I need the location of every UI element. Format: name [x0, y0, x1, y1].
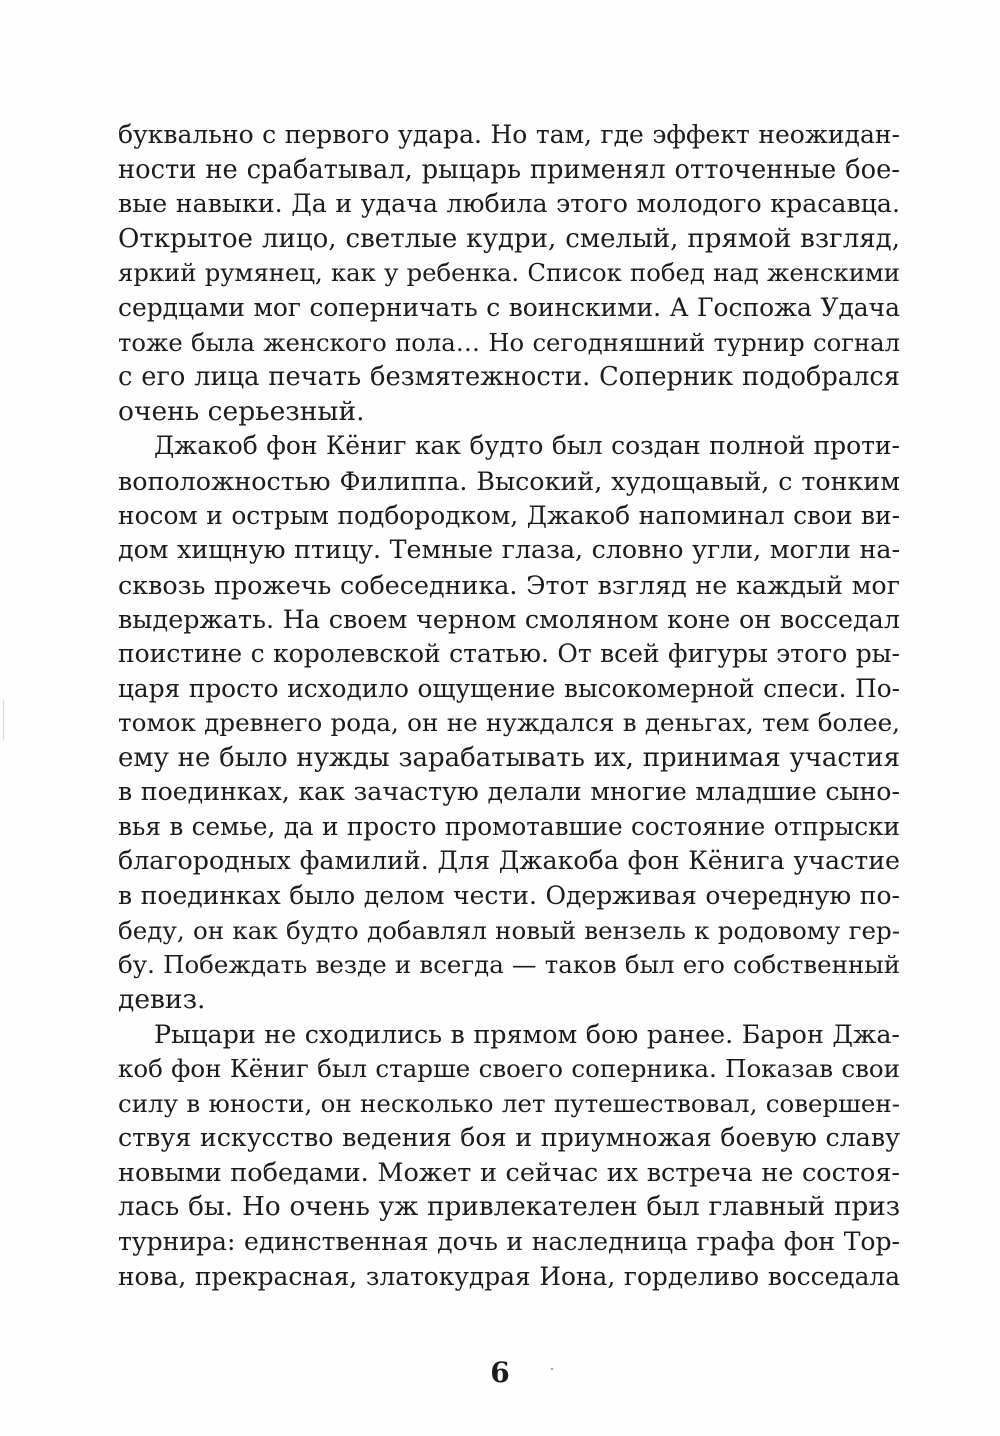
- page-number: 6: [490, 1356, 510, 1389]
- text-line: девиз.: [118, 983, 206, 1015]
- text-line: турнира: единственная дочь и наследница графа фон Тор-: [118, 1227, 900, 1256]
- text-line: с его лица печать безмятежности. Соперник подобрался: [118, 362, 900, 393]
- text-line: коб фон Кёниг был старше своего соперника. Показав свои: [118, 1054, 900, 1084]
- text-line: бу. Побеждать везде и всегда — таков был его собственный: [118, 950, 900, 980]
- text-line: беду, он как будто добавлял новый вензель к родовому гер-: [118, 915, 900, 945]
- text-line: ствуя искусство ведения боя и приумножая боевую славу: [118, 1123, 900, 1153]
- scan-speck: [551, 1368, 553, 1370]
- text-line: лась бы. Но очень уж привлекателен был главный приз: [118, 1192, 900, 1223]
- text-line: томок древнего рода, он не нуждался в деньгах, тем более,: [118, 708, 900, 738]
- text-line: буквально с первого удара. Но там, где эффект неожидан-: [118, 120, 900, 149]
- body-text: [118, 118, 900, 1294]
- text-line: очень серьезный.: [118, 395, 365, 427]
- text-line: тоже была женского пола… Но сегодняшний турнир согнал: [118, 327, 900, 357]
- text-line: поистине с королевской статью. От всей фигуры этого ры-: [118, 638, 900, 668]
- text-line: вые навыки. Да и удача любила этого молодого красавца.: [118, 189, 900, 219]
- text-line: в поединках, как зачастую делали многие младшие сыно-: [118, 777, 900, 807]
- text-line: сердцами мог соперничать с воинскими. А Госпожа Удача: [118, 292, 900, 322]
- text-line: благородных фамилий. Для Джакоба фон Кёнига участие: [118, 846, 900, 876]
- text-line: Открытое лицо, светлые кудри, смелый, прямой взгляд,: [118, 223, 900, 254]
- text-line: носом и острым подбородком, Джакоб напоминал свои ви-: [118, 500, 900, 530]
- text-line: ности не срабатывал, рыцарь применял отточенные бое-: [118, 154, 900, 185]
- text-line: вья в семье, да и просто промотавшие состояние отпрыски: [118, 811, 900, 841]
- text-line: силу в юности, он несколько лет путешествовал, совершен-: [118, 1088, 900, 1118]
- text-line: в поединках было делом чести. Одерживая очередную по-: [118, 881, 900, 911]
- text-line: Рыцари не сходились в прямом бою ранее. Барон Джа-: [154, 1019, 900, 1050]
- text-line: яркий румянец, как у ребенка. Список побед над женскими: [118, 258, 900, 288]
- text-line: дом хищную птицу. Темные глаза, словно угли, могли на-: [118, 535, 900, 565]
- text-line: новыми победами. Может и сейчас их встреча не состоя-: [118, 1157, 900, 1188]
- text-line: царя просто исходило ощущение высокомерной спеси. По-: [118, 673, 900, 703]
- text-line: нова, прекрасная, златокудрая Иона, горделиво восседала: [118, 1261, 900, 1291]
- text-line: воположностью Филиппа. Высокий, худощавый, с тонким: [118, 465, 900, 496]
- scan-speck: [3, 700, 4, 740]
- text-line: сквозь прожечь собеседника. Этот взгляд не каждый мог: [118, 569, 900, 600]
- text-line: ему не было нужды зарабатывать их, принимая участия: [118, 742, 900, 773]
- text-line: выдержать. На своем черном смоляном коне он восседал: [118, 604, 900, 635]
- text-line: Джакоб фон Кёниг как будто был создан полной проти-: [154, 431, 900, 461]
